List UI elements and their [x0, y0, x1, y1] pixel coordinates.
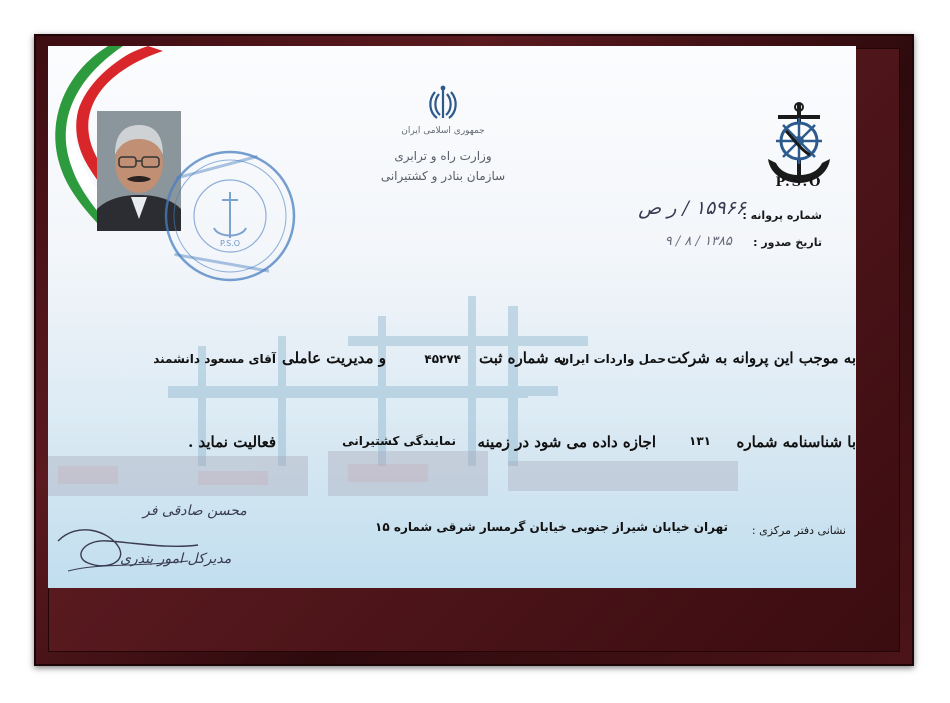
activity-text: فعالیت نماید . [188, 433, 276, 451]
certificate-paper [48, 46, 856, 588]
address-value: تهران خیابان شیراز جنوبی خیابان گرمسار شرقی شماره ۱۵ [375, 520, 728, 534]
issue-date-label: تاریخ صدور : [753, 236, 822, 249]
manager-name: آقای مسعود دانشمند [153, 352, 276, 366]
iran-emblem-icon [425, 84, 461, 122]
header-ministry: وزارت راه و ترابری [394, 149, 492, 163]
license-number-value: ۱۵۹۶۶ / ر ص [638, 197, 746, 219]
registration-label: به شماره ثبت [478, 349, 566, 367]
signatory-name: محسن صادقی فر [143, 503, 247, 519]
issue-date-value: ۱۳۸۵ / ۸ / ۹ [664, 234, 732, 249]
management-label: و مدیریت عاملی [282, 349, 386, 367]
header-republic: جمهوری اسلامی ایران [401, 126, 485, 136]
activity-field: نمایندگی کشتیرانی [342, 434, 456, 448]
body-line1-prefix: به موجب این پروانه به شرکت [667, 349, 856, 367]
id-number: ۱۳۱ [689, 434, 711, 448]
svg-text:P.S.O: P.S.O [219, 239, 241, 248]
license-number-label: شماره پروانه : [742, 209, 822, 222]
official-seal-stamp [160, 146, 300, 286]
address-label: نشانی دفتر مرکزی : [751, 524, 846, 537]
id-number-label: با شناسنامه شماره [736, 433, 856, 451]
signatory-title: مدیرکل امور بندری [120, 551, 232, 567]
company-name: حمل واردات ایران [558, 352, 666, 366]
permission-text: اجازه داده می شود در زمینه [477, 433, 656, 451]
registration-number: ۴۵۲۷۴ [424, 352, 461, 366]
pso-logo-text: P.S.O [775, 175, 823, 190]
header-organization: سازمان بنادر و کشتیرانی [380, 169, 506, 183]
